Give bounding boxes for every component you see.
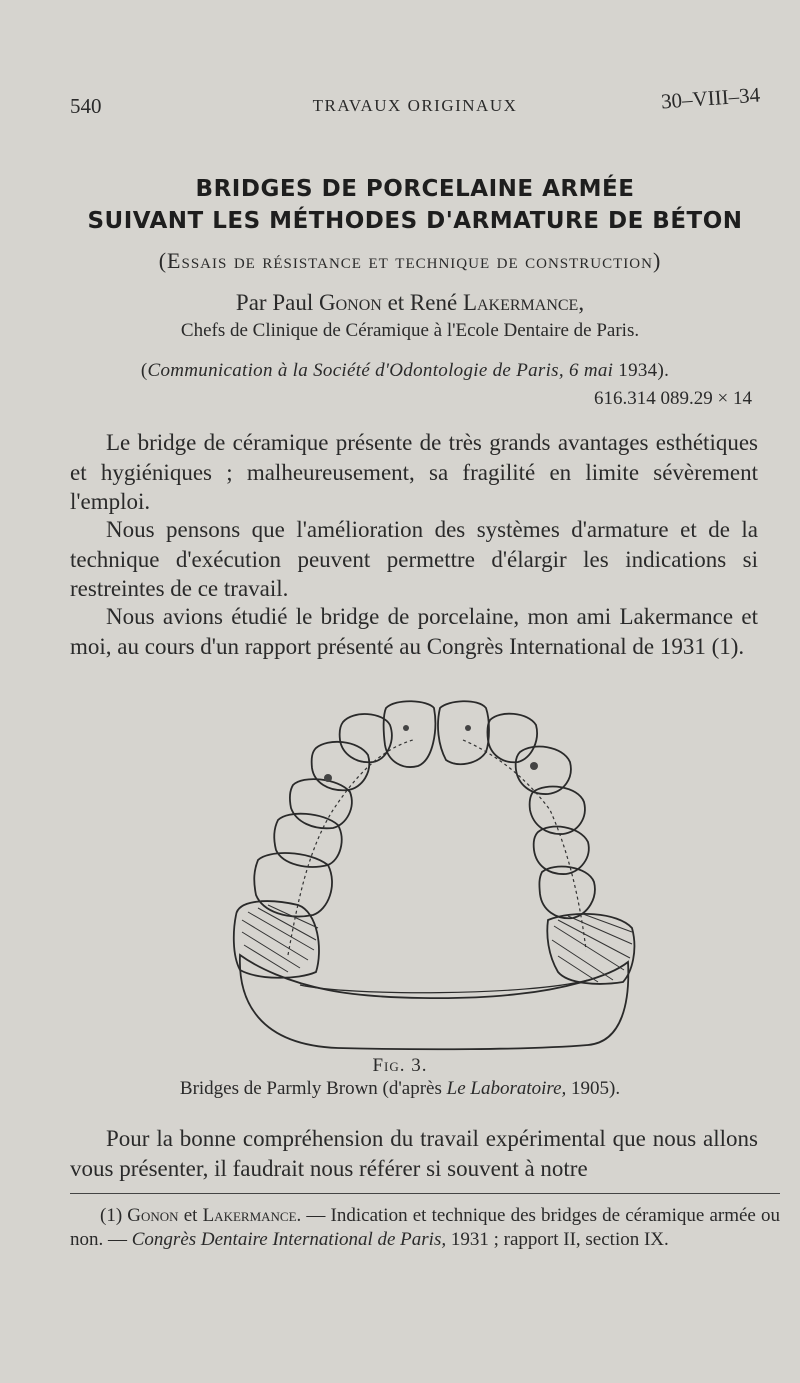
issue-date: 30–VIII–34 bbox=[660, 82, 761, 114]
footnote-mid: et bbox=[183, 1205, 198, 1226]
left-premolar-1 bbox=[254, 853, 332, 916]
figure-label: Fig. 3. bbox=[372, 1055, 428, 1076]
left-canine bbox=[290, 779, 352, 828]
right-lateral-incisor bbox=[487, 714, 537, 763]
footnote-suffix: 1931 ; rapport II, section IX. bbox=[446, 1229, 669, 1250]
footnote-author-1: Gonon bbox=[127, 1205, 179, 1226]
figure-caption bbox=[0, 1078, 800, 1100]
author-1-surname: Gonon bbox=[318, 290, 382, 315]
caption-prefix: Bridges de Parmly Brown (d'après bbox=[179, 1078, 447, 1099]
running-title: TRAVAUX ORIGINAUX bbox=[312, 96, 518, 115]
running-head bbox=[70, 82, 761, 124]
bridge-base-band bbox=[240, 955, 628, 1049]
footnote-divider bbox=[70, 1193, 780, 1194]
body-paragraph-4: Pour la bonne compréhension du travail expérimental que nous allons vous présenter, il faudrait nous référer si souvent à notre bbox=[70, 1126, 758, 1181]
footnote-italic: Congrès Dentaire International de Paris, bbox=[131, 1229, 447, 1250]
communication-open: ( bbox=[140, 360, 148, 381]
authors-mid: et René bbox=[387, 290, 458, 315]
article-title-line-1: BRIDGES DE PORCELAINE ARMÉE bbox=[195, 176, 635, 202]
caption-italic: Le Laboratoire, bbox=[446, 1078, 567, 1099]
footnote-text: . — Indication et technique des bridges de céramique armée ou non. — bbox=[70, 1205, 780, 1250]
article-subtitle: (Essais de résistance et technique de construction) bbox=[158, 248, 662, 273]
communication-note bbox=[40, 360, 770, 382]
left-premolar-2 bbox=[274, 814, 341, 867]
left-lateral-incisor bbox=[312, 742, 370, 790]
body-paragraph-1: Le bridge de céramique présente de très grands avantages esthétiques et hygiéniques ; malheureusement, sa fragilité en limite sévèrement l'emploi. bbox=[70, 430, 758, 514]
footnote-author-2: Lakermance bbox=[202, 1205, 297, 1226]
caption-suffix: 1905). bbox=[566, 1078, 621, 1099]
article-title-line-2: SUIVANT LES MÉTHODES D'ARMATURE DE BÉTON bbox=[87, 208, 743, 234]
authors-suffix: , bbox=[578, 290, 585, 315]
affiliation: Chefs de Clinique de Céramique à l'Ecole Dentaire de Paris. bbox=[180, 320, 640, 341]
page-number: 540 bbox=[70, 94, 102, 118]
body-paragraph-3: Nous avions étudié le bridge de porcelaine, mon ami Lakermance et moi, au cours d'un rapport présenté au Congrès International de 1931 (1). bbox=[70, 604, 758, 659]
classification-code: 616.314 089.29 × 14 bbox=[594, 388, 752, 409]
footnote-marker: (1) bbox=[100, 1205, 123, 1226]
dental-arch-illustration bbox=[228, 700, 648, 1055]
authors-line bbox=[50, 290, 770, 316]
communication-year: 1934). bbox=[613, 360, 670, 381]
right-central-incisor bbox=[438, 701, 489, 764]
authors-prefix: Par Paul bbox=[235, 290, 314, 315]
body-paragraph-2: Nous pensons que l'amélioration des systèmes d'armature et de la technique d'exécution peuvent permettre d'élargir les indications si restreintes de ce travail. bbox=[70, 517, 758, 601]
communication-text: Communication à la Société d'Odontologie de Paris, 6 mai bbox=[147, 360, 614, 381]
author-2-surname: Lakermance bbox=[462, 290, 579, 315]
footnote bbox=[70, 1204, 780, 1252]
